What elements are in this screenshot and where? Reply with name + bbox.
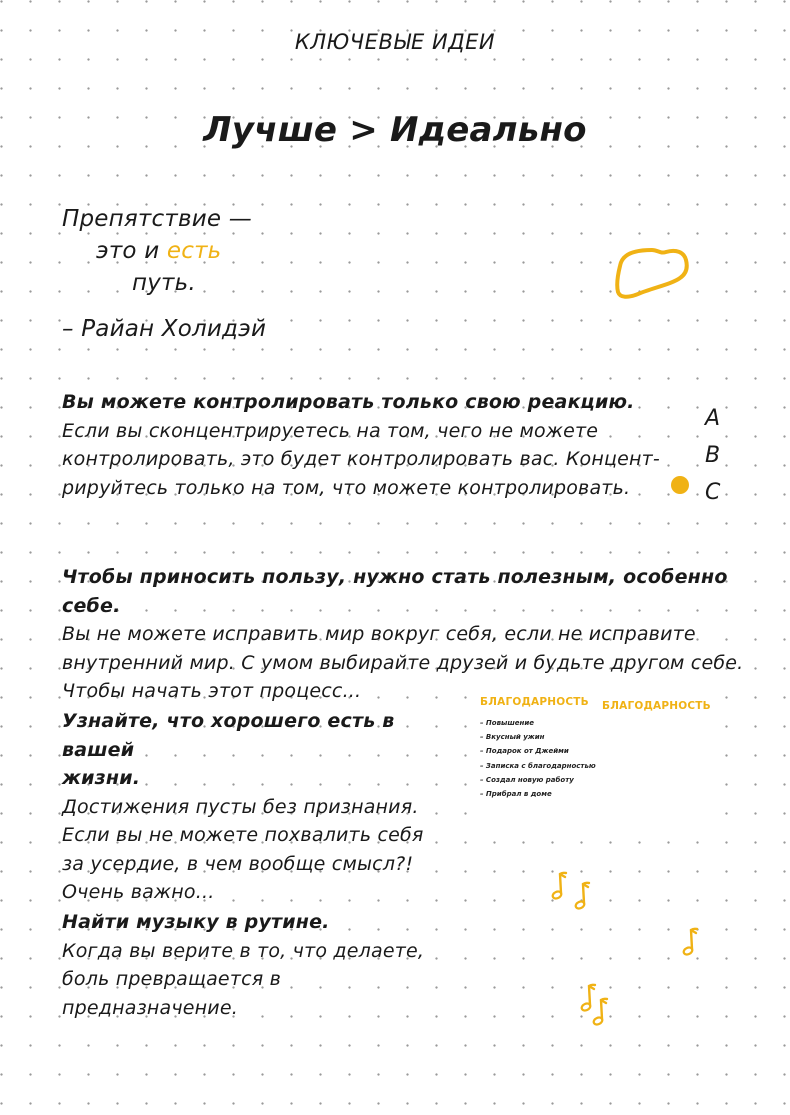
idea-block-gratitude — [62, 707, 442, 907]
idea-heading: Вы можете контролировать только свою реакцию. — [62, 391, 635, 413]
idea-heading: жизни. — [62, 767, 141, 789]
idea-heading: Узнайте, что хорошего есть в вашей — [62, 710, 395, 761]
gratitude-card — [474, 690, 714, 835]
choice-list — [705, 400, 721, 511]
choice-c: C — [705, 480, 721, 505]
music-note-icon — [574, 880, 592, 912]
quote-line-2 — [62, 235, 252, 267]
gratitude-item: – Записка с благодарностью — [480, 761, 596, 770]
gratitude-item: – Создал новую работу — [480, 775, 574, 784]
music-note-icon — [682, 926, 700, 958]
gratitude-item: – Подарок от Джейми — [480, 747, 569, 756]
gratitude-empty-panel — [596, 692, 714, 827]
idea-block-useful — [62, 563, 752, 706]
gratitude-item: – Вкусный ужин — [480, 733, 545, 742]
music-note-icon — [551, 870, 569, 902]
idea-body-line: боль превращается в предназначение. — [62, 968, 282, 1019]
gratitude-list-panel — [474, 690, 594, 825]
idea-body-line: за усердие, в чем вообще смысл?! — [62, 852, 414, 875]
idea-block-music — [62, 908, 462, 1022]
gratitude-title: БЛАГОДАРНОСТЬ — [480, 696, 589, 708]
choice-a: A — [705, 406, 721, 431]
quote-line-1: Препятствие — — [62, 206, 252, 232]
idea-body-line: Достижения пусты без признания. — [62, 795, 419, 818]
idea-body-line: Если вы сконцентрируетесь на том, чего не можете — [62, 419, 599, 442]
idea-body-line: Если вы не можете похвалить себя — [62, 824, 424, 846]
idea-body-line: Вы не можете исправить мир вокруг себя, если не исправите — [62, 623, 696, 645]
gratitude-item: – Повышение — [480, 719, 535, 727]
idea-body-line: контролировать, это будет контролировать вас. Концент- — [62, 448, 660, 470]
idea-heading: Чтобы приносить пользу, нужно стать полезным, особенно себе. — [62, 566, 728, 617]
idea-body-line: Когда вы верите в то, что делаете, — [62, 939, 425, 962]
quote — [62, 203, 252, 299]
section-label: КЛЮЧЕВЫЕ ИДЕИ — [294, 30, 496, 54]
quote-line-2-prefix: это и — [96, 238, 167, 264]
idea-body-line: Чтобы начать этот процесс... — [62, 680, 362, 702]
quote-line-3: путь. — [132, 270, 196, 296]
idea-body-line: рируйтесь только на том, что можете контролировать. — [62, 476, 631, 499]
page-title: Лучше > Идеально — [203, 110, 587, 150]
quote-author: – Райан Холидэй — [62, 316, 267, 342]
gratitude-title: БЛАГОДАРНОСТЬ — [602, 700, 711, 712]
choice-b: B — [705, 443, 721, 468]
idea-body-line: внутренний мир. С умом выбирайте друзей и будьте другом себе. — [62, 651, 744, 674]
gratitude-item: – Прибрал в доме — [480, 790, 552, 799]
idea-block-control — [62, 388, 682, 502]
gratitude-list — [480, 716, 596, 801]
quote-highlight: есть — [166, 238, 222, 264]
hand-drawn-circle-icon — [612, 246, 692, 310]
selected-dot-icon — [671, 476, 689, 494]
idea-heading: Найти музыку в рутине. — [62, 911, 330, 933]
idea-body-line: Очень важно... — [62, 881, 215, 903]
music-note-icon — [592, 996, 610, 1028]
